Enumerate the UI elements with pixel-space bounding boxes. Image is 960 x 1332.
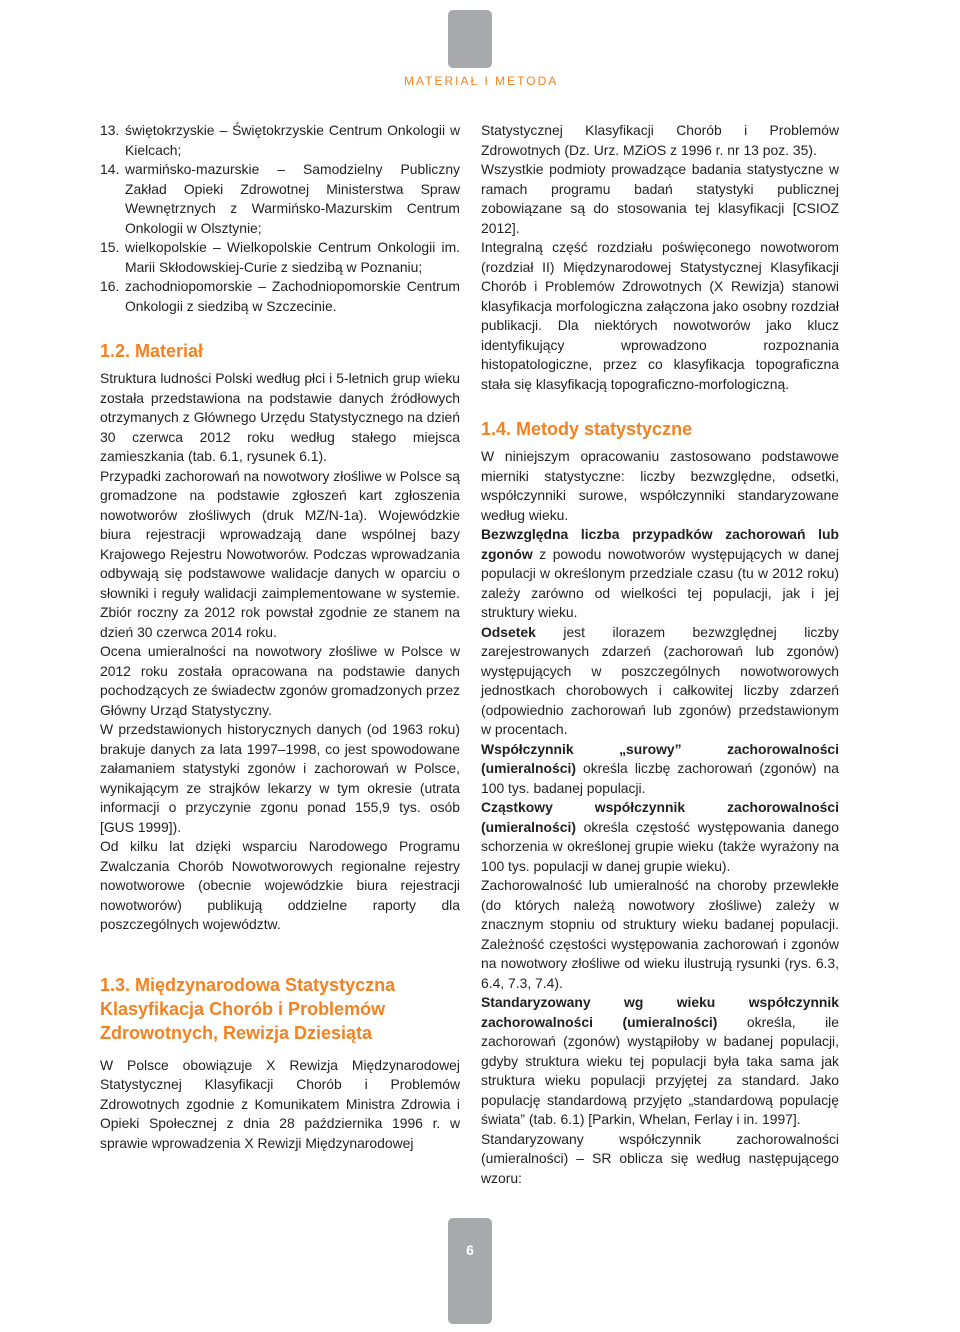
paragraph: Standaryzowany współczynnik zachorowalności (umieralności) – SR oblicza się według następującego wzoru: bbox=[481, 1130, 839, 1186]
definition-paragraph bbox=[481, 525, 839, 623]
paragraph: Integralną część rozdziału poświęconego nowotworom (rozdział II) Międzynarodowej Statystycznej Klasyfikacji Chorób i Problemów Zdrowotnych (X Rewizja) stanowi klasyfikacja morfologiczna załączona jako osobny rozdział publikacji. Dla niektórych nowotworów jako klucz identyfikujący wprowadzono rozpoznania histopatologiczne, przez co klasyfikacja topograficzna stała się klasyfikacją topograficzno-morfologiczną. bbox=[481, 239, 839, 392]
paragraph: Przypadki zachorowań na nowotwory złośliwe w Polsce są gromadzone na podstawie zgłoszeń kart zgłoszenia nowotworów złośliwych (druk MZ/N-1a). Wojewódzkie biura rejestracji wprowadzają dane wspólnej bazy Krajowego Rejestru Nowotworów. Podczas wprowadzania odbywają się podstawowe walidacje danych w oparciu o słowniki i reguły walidacji zaimplementowane w systemie. Zbiór roczny za 2012 rok powstał zgodnie ze stanem na dzień 30 czerwca 2014 roku. bbox=[100, 467, 460, 640]
list-item-text: warmińsko-mazurskie – Samodzielny Publiczny Zakład Opieki Zdrowotnej Ministerstwa Spraw Wewnętrznych z Warmińsko-Mazurskim Centrum Onkologii w Olsztynie; bbox=[125, 161, 460, 236]
paragraph: Wszystkie podmioty prowadzące badania statystyczne w ramach programu badań statystyki publicznej zobowiązane są do stosowania tej klasyfikacji [CSIOZ 2012]. bbox=[481, 161, 839, 236]
regional-centres-list bbox=[100, 121, 460, 316]
left-column bbox=[100, 121, 460, 1153]
definition-paragraph bbox=[481, 798, 839, 876]
running-head: MATERIAŁ I METODA bbox=[404, 74, 559, 88]
paragraph: Statystycznej Klasyfikacji Chorób i Problemów Zdrowotnych (Dz. Urz. MZiOS z 1996 r. nr 13 poz. 35). bbox=[481, 122, 839, 158]
right-column bbox=[481, 121, 839, 1188]
paragraph: W niniejszym opracowaniu zastosowano podstawowe mierniki statystyczne: liczby bezwzględne, odsetki, współczynniki surowe, współczynniki standaryzowane według wieku. bbox=[481, 448, 839, 523]
defined-term: Standaryzowany wg wieku współczynnik zachorowalności (umieralności) bbox=[481, 994, 839, 1030]
paragraph: Od kilku lat dzięki wsparciu Narodowego Programu Zwalczania Chorób Nowotworowych regionalne rejestry nowotworowe (obecnie wojewódzkie biura rejestracji nowotworów) publikują oddzielne raporty dla poszczególnych województw. bbox=[100, 838, 460, 932]
definition-paragraph bbox=[481, 623, 839, 740]
definition-text: określa, ile zachorowań (zgonów) wystąpiłoby w badanej populacji, gdyby struktura wieku tej populacji była taka sama jak struktura wieku populacji przyjętej za standard. Jako populację standardową przyjęto „standardową populację świata” (tab. 6.1) [Parkin, Whelan, Ferlay i in. 1997]. bbox=[481, 1013, 839, 1127]
list-item-number: 13. bbox=[100, 122, 120, 138]
definition-text: z powodu nowotworów występujących w danej populacji w określonym przedziale czasu (tu w 2012 roku) zależy zarówno od wielkości tej populacji, jak i jej struktury wieku. bbox=[481, 545, 839, 620]
defined-term: Odsetek bbox=[481, 623, 536, 640]
defined-term: Bezwzględna liczba przypadków zachorowań lub zgonów bbox=[481, 526, 839, 562]
definition-text: określa liczbę zachorowań (zgonów) na 100 tys. badanej populacji. bbox=[481, 760, 839, 796]
list-item-text: zachodniopomorskie – Zachodniopomorskie Centrum Onkologii z siedzibą w Szczecinie. bbox=[125, 278, 460, 314]
definition-paragraph bbox=[481, 740, 839, 799]
list-item bbox=[100, 121, 460, 160]
list-item-number: 16. bbox=[100, 278, 120, 294]
paragraph: Zachorowalność lub umieralność na choroby przewlekłe (do których należą nowotwory złośliwe) zależy w znacznym stopniu od struktury wieku badanej populacji. Zależność częstości występowania zachorowań i zgonów na nowotwory złośliwe od wieku ilustrują rysunki (rys. 6.3, 6.4, 7.3, 7.4). bbox=[481, 877, 839, 991]
definition-text: jest ilorazem bezwzględnej liczby zarejestrowanych zdarzeń (zachorowań lub zgonów) występujących w poszczególnych nowotworowych jednostkach chorobowych i całkowitej liczby zdarzeń (odpowiednio zachorowań lub zgonów) przedstawionym w procentach. bbox=[481, 623, 839, 737]
page-number-tab bbox=[448, 1218, 492, 1324]
list-item bbox=[100, 238, 460, 277]
defined-term: Cząstkowy współczynnik zachorowalności (umieralności) bbox=[481, 799, 839, 835]
section-heading-methods: 1.4. Metody statystyczne bbox=[481, 419, 693, 439]
list-item-number: 15. bbox=[100, 239, 120, 255]
defined-term: Współczynnik „surowy” zachorowalności (umieralności) bbox=[481, 740, 839, 776]
paragraph: W Polsce obowiązuje X Rewizja Międzynarodowej Statystycznej Klasyfikacji Chorób i Problemów Zdrowotnych zgodnie z Komunikatem Ministra Zdrowia i Opieki Społecznej z dnia 28 października 1996 r. w sprawie wprowadzenia X Rewizji Międzynarodowej bbox=[100, 1056, 460, 1151]
list-item-text: wielkopolskie – Wielkopolskie Centrum Onkologii im. Marii Skłodowskiej-Curie z siedzibą w Poznaniu; bbox=[125, 239, 460, 275]
top-page-tab bbox=[448, 10, 492, 68]
definition-text: określa częstość występowania danego schorzenia w określonej grupie wieku (także wyrażony na 100 tys. populacji w danej grupie wieku). bbox=[481, 818, 839, 874]
definition-paragraph bbox=[481, 993, 839, 1130]
list-item bbox=[100, 160, 460, 238]
paragraph: W przedstawionych historycznych danych (od 1963 roku) brakuje danych za lata 1997–1998, co jest spowodowane załamaniem statystyki zgonów i zachorowań w Polsce, wynikającym ze strajków lekarzy w tym okresie (utrata informacji o przyczynie zgonu ponad 155,9 tys. osób [GUS 1999]). bbox=[100, 721, 460, 835]
section-heading-icd: 1.3. Międzynarodowa Statystyczna Klasyfikacja Chorób i Problemów Zdrowotnych, Rewizja Dziesiąta bbox=[100, 974, 396, 1043]
paragraph: Struktura ludności Polski według płci i 5-letnich grup wieku została przedstawiona na podstawie danych źródłowych otrzymanych z Głównego Urzędu Statystycznego na dzień 30 czerwca 2012 roku według stałego miejsca zamieszkania (tab. 6.1, rysunek 6.1). bbox=[100, 370, 460, 464]
page-number: 6 bbox=[466, 1242, 474, 1258]
list-item bbox=[100, 277, 460, 316]
paragraph: Ocena umieralności na nowotwory złośliwe w Polsce w 2012 roku została opracowana na podstawie danych pochodzących ze świadectw zgonów gromadzonych przez Główny Urząd Statystyczny. bbox=[100, 643, 460, 718]
section-heading-material: 1.2. Materiał bbox=[100, 341, 204, 361]
list-item-number: 14. bbox=[100, 161, 120, 177]
list-item-text: świętokrzyskie – Świętokrzyskie Centrum Onkologii w Kielcach; bbox=[125, 122, 460, 158]
